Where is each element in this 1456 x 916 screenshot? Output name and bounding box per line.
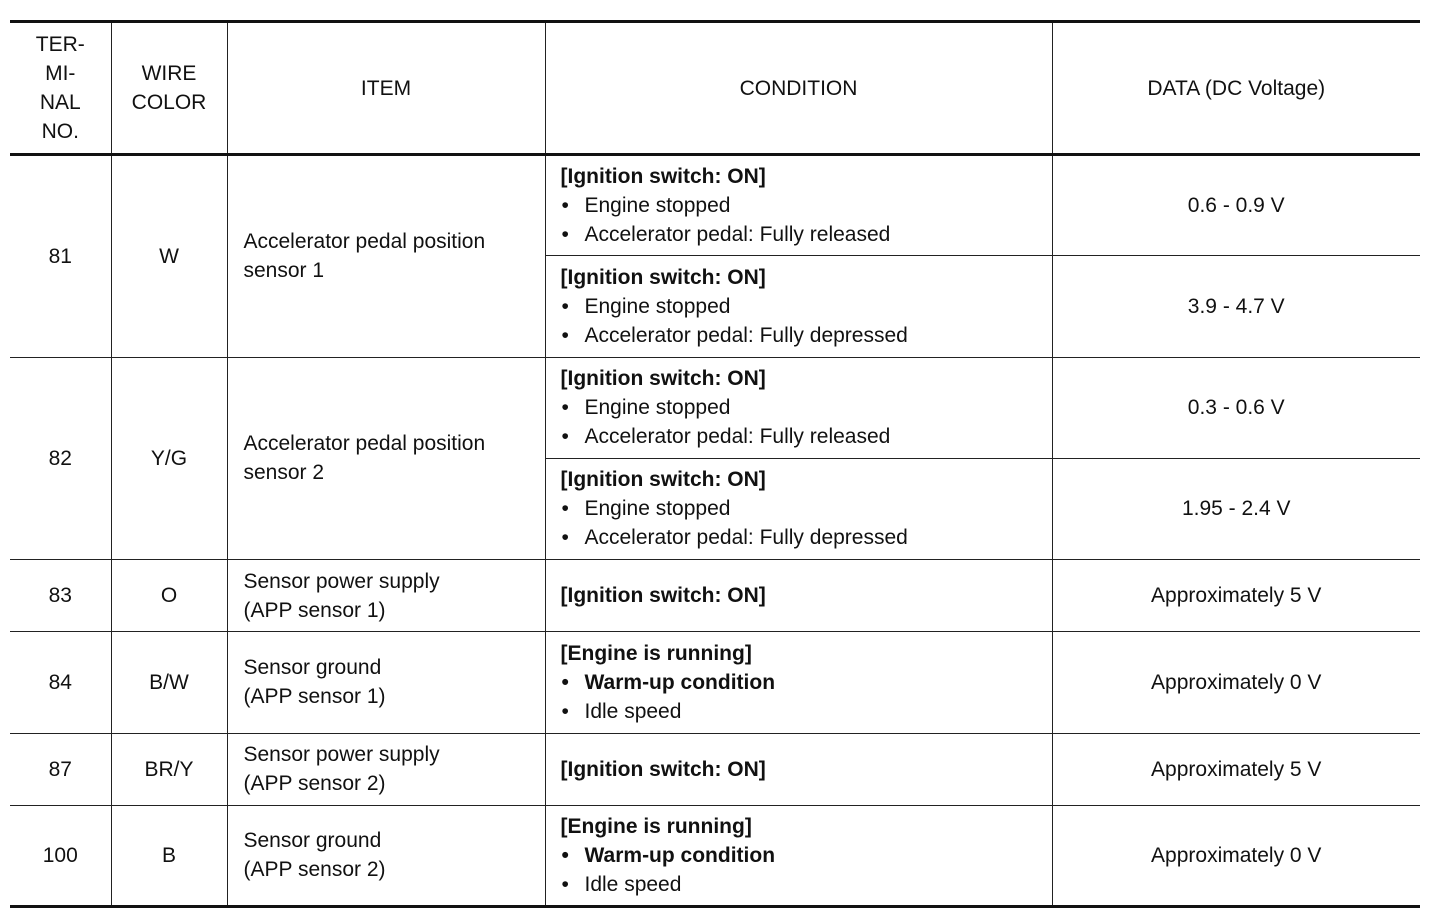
header-condition: CONDITION <box>545 22 1052 155</box>
voltage-cell: 1.95 - 2.4 V <box>1052 458 1420 559</box>
condition-cell: [Ignition switch: ON] • Engine stopped • Accelerator pedal: Fully released <box>545 155 1052 256</box>
table-row <box>10 357 1420 458</box>
table-header-row <box>10 22 1420 155</box>
table-row <box>10 805 1420 906</box>
voltage-cell: Approximately 5 V <box>1052 733 1420 805</box>
voltage-cell: 0.3 - 0.6 V <box>1052 357 1420 458</box>
item-cell: Sensor power supply (APP sensor 1) <box>227 560 545 632</box>
voltage-cell: Approximately 0 V <box>1052 632 1420 733</box>
table-row <box>10 733 1420 805</box>
condition-cell: [Ignition switch: ON] <box>545 733 1052 805</box>
terminal-cell: 83 <box>10 560 111 632</box>
wire-color-cell: O <box>111 560 227 632</box>
condition-cell: [Engine is running] • Warm-up condition • Idle speed <box>545 805 1052 906</box>
table-row <box>10 155 1420 256</box>
terminal-cell: 81 <box>10 155 111 358</box>
condition-cell: [Engine is running] • Warm-up condition • Idle speed <box>545 632 1052 733</box>
voltage-cell: 3.9 - 4.7 V <box>1052 256 1420 357</box>
terminal-cell: 84 <box>10 632 111 733</box>
condition-cell: [Ignition switch: ON] • Engine stopped • Accelerator pedal: Fully depressed <box>545 256 1052 357</box>
header-wire-color: WIRE COLOR <box>111 22 227 155</box>
terminal-cell: 82 <box>10 357 111 560</box>
item-cell: Accelerator pedal position sensor 1 <box>227 155 545 358</box>
header-item: ITEM <box>227 22 545 155</box>
header-terminal-no: TER- MI- NAL NO. <box>10 22 111 155</box>
terminal-cell: 87 <box>10 733 111 805</box>
table-row <box>10 632 1420 733</box>
item-cell: Accelerator pedal position sensor 2 <box>227 357 545 560</box>
voltage-cell: Approximately 0 V <box>1052 805 1420 906</box>
terminal-cell: 100 <box>10 805 111 906</box>
item-cell: Sensor ground (APP sensor 1) <box>227 632 545 733</box>
condition-cell: [Ignition switch: ON] <box>545 560 1052 632</box>
header-data: DATA (DC Voltage) <box>1052 22 1420 155</box>
table-row <box>10 560 1420 632</box>
wire-color-cell: Y/G <box>111 357 227 560</box>
item-cell: Sensor ground (APP sensor 2) <box>227 805 545 906</box>
condition-cell: [Ignition switch: ON] • Engine stopped • Accelerator pedal: Fully depressed <box>545 458 1052 559</box>
terminal-spec-table <box>10 20 1420 908</box>
voltage-cell: Approximately 5 V <box>1052 560 1420 632</box>
item-cell: Sensor power supply (APP sensor 2) <box>227 733 545 805</box>
wire-color-cell: B <box>111 805 227 906</box>
wire-color-cell: BR/Y <box>111 733 227 805</box>
condition-cell: [Ignition switch: ON] • Engine stopped • Accelerator pedal: Fully released <box>545 357 1052 458</box>
voltage-cell: 0.6 - 0.9 V <box>1052 155 1420 256</box>
wire-color-cell: W <box>111 155 227 358</box>
wire-color-cell: B/W <box>111 632 227 733</box>
